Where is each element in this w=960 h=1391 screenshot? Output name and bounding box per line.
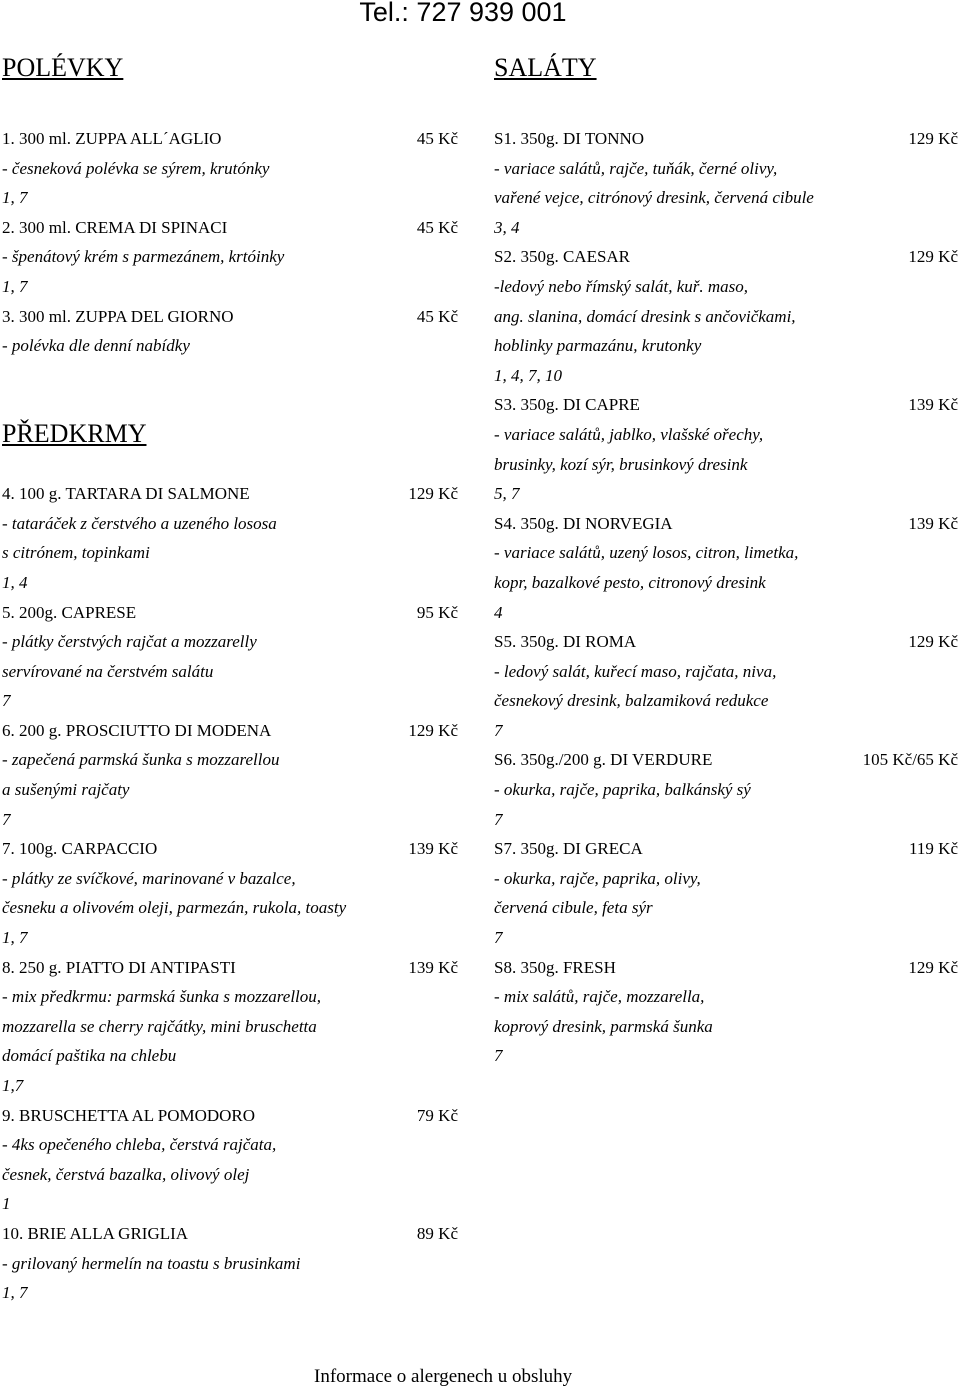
menu-item-allergens: 1, 4, 7, 10: [494, 365, 562, 385]
menu-item-name: S5. 350g. DI ROMA: [494, 632, 637, 652]
menu-item-name: S7. 350g. DI GRECA: [494, 839, 643, 859]
menu-item-allergens: 1, 7: [2, 1283, 28, 1303]
menu-item-price: 45 Kč: [416, 129, 458, 148]
salads-heading: SALÁTY: [494, 53, 597, 82]
menu-item-title: [494, 242, 958, 272]
menu-item-description: mozzarella se cherry rajčátky, mini bruschetta: [2, 1016, 317, 1036]
salad-item: [494, 953, 958, 1071]
salad-item: [494, 390, 958, 508]
soups-heading: POLÉVKY: [2, 53, 124, 82]
soup-item: [2, 213, 458, 302]
menu-item-allergens: 5, 7: [494, 484, 520, 504]
menu-item-name: S8. 350g. FRESH: [494, 957, 616, 977]
salad-item: [494, 834, 958, 952]
menu-item-allergens: 1,7: [2, 1076, 24, 1096]
menu-item-price: 129 Kč: [908, 247, 958, 267]
menu-item-name: S4. 350g. DI NORVEGIA: [494, 513, 673, 533]
salad-item: [494, 509, 958, 627]
menu-item-title: [494, 390, 958, 420]
starter-item: [2, 1101, 458, 1219]
menu-item-allergens: 7: [494, 720, 503, 740]
menu-item-description: domácí paštika na chlebu: [2, 1046, 177, 1066]
menu-item-description: - ledový salát, kuřecí maso, rajčata, niva,: [494, 661, 777, 681]
menu-item-name: S3. 350g. DI CAPRE: [494, 395, 640, 415]
menu-item-price: 129 Kč: [408, 484, 458, 504]
menu-item-allergens: 7: [2, 691, 11, 711]
soup-item: [2, 124, 458, 213]
menu-item-description: - špenátový krém s parmezánem, krtóinky: [2, 247, 285, 267]
salad-item: [494, 627, 958, 745]
starter-item: [2, 479, 458, 597]
menu-item-title: [2, 716, 458, 746]
menu-item-allergens: [2, 361, 458, 391]
menu-item-allergens: 1: [2, 1194, 11, 1214]
menu-item-description: - mix předkrmu: parmská šunka s mozzarellou,: [2, 987, 322, 1007]
menu-item-title: [2, 479, 458, 509]
menu-item-title: [2, 834, 458, 864]
menu-item-price: 129 Kč: [908, 129, 958, 148]
menu-item-description: - 4ks opečeného chleba, čerstvá rajčata,: [2, 1135, 277, 1155]
menu-item-allergens: 3, 4: [494, 217, 520, 237]
soups-list: [2, 124, 458, 390]
menu-item-title: [2, 124, 458, 154]
menu-item-price: 119 Kč: [909, 839, 958, 859]
menu-item-description: - zapečená parmská šunka s mozzarellou: [2, 750, 280, 770]
right-column: [494, 124, 958, 1071]
menu-item-name: S6. 350g./200 g. DI VERDURE: [494, 750, 713, 770]
menu-item-description: - polévka dle denní nabídky: [2, 336, 190, 356]
menu-item-price: 139 Kč: [908, 395, 958, 415]
menu-item-name: 3. 300 ml. ZUPPA DEL GIORNO: [2, 306, 234, 326]
menu-item-description: česnekový dresink, balzamiková redukce: [494, 691, 769, 711]
menu-item-description: - grilovaný hermelín na toastu s brusinkami: [2, 1253, 301, 1273]
menu-item-description: - tataráček z čerstvého a uzeného lososa: [2, 513, 277, 533]
menu-item-allergens: 1, 4: [2, 572, 28, 592]
menu-item-title: [494, 627, 958, 657]
menu-item-title: [494, 509, 958, 539]
menu-item-price: 79 Kč: [416, 1105, 458, 1125]
menu-item-title: [2, 953, 458, 983]
phone-number: Tel.: 727 939 001: [359, 0, 567, 27]
menu-item-description: a sušenými rajčaty: [2, 780, 130, 800]
starters-section-head: [2, 390, 458, 479]
menu-item-price: 129 Kč: [908, 632, 958, 652]
menu-item-price: 105 Kč/65 Kč: [862, 750, 958, 770]
menu-item-description: - okurka, rajče, paprika, balkánský sý: [494, 780, 751, 800]
menu-item-name: 6. 200 g. PROSCIUTTO DI MODENA: [2, 720, 272, 740]
menu-item-price: 139 Kč: [408, 957, 458, 977]
menu-item-name: S2. 350g. CAESAR: [494, 247, 631, 267]
menu-item-description: - česneková polévka se sýrem, krutónky: [2, 158, 270, 178]
menu-item-description: kopr, bazalkové pesto, citronový dresink: [494, 572, 766, 592]
menu-item-price: 139 Kč: [908, 513, 958, 533]
menu-item-title: [2, 598, 458, 628]
menu-item-name: 4. 100 g. TARTARA DI SALMONE: [2, 484, 250, 504]
salad-item: [494, 124, 958, 242]
menu-item-price: 45 Kč: [416, 217, 458, 237]
menu-item-description: česneku a olivovém oleji, parmezán, rukola, toasty: [2, 898, 347, 918]
menu-item-description: -ledový nebo římský salát, kuř. maso,: [494, 276, 749, 296]
menu-item-allergens: 7: [494, 928, 503, 948]
menu-item-description: hoblinky parmazánu, krutonky: [494, 336, 702, 356]
menu-item-name: 10. BRIE ALLA GRIGLIA: [2, 1223, 189, 1243]
menu-item-title: [2, 1219, 458, 1249]
menu-item-description: - variace salátů, jablko, vlašské ořechy,: [494, 424, 764, 444]
menu-item-allergens: 1, 7: [2, 188, 28, 208]
menu-item-name: S1. 350g. DI TONNO: [494, 129, 645, 148]
starter-item: [2, 716, 458, 834]
menu-item-name: 1. 300 ml. ZUPPA ALL´AGLIO: [2, 129, 222, 148]
starter-item: [2, 834, 458, 952]
menu-item-allergens: 4: [494, 602, 503, 622]
menu-item-description: ang. slanina, domácí dresink s ančovičkami,: [494, 306, 796, 326]
left-column: [2, 124, 458, 1308]
menu-item-title: [2, 302, 458, 332]
menu-item-title: [2, 213, 458, 243]
menu-item-name: 2. 300 ml. CREMA DI SPINACI: [2, 217, 228, 237]
starter-item: [2, 598, 458, 716]
menu-item-price: 89 Kč: [416, 1223, 458, 1243]
menu-item-name: 7. 100g. CARPACCIO: [2, 839, 158, 859]
starters-heading: PŘEDKRMY: [2, 419, 147, 449]
menu-item-price: 139 Kč: [408, 839, 458, 859]
starter-item: [2, 953, 458, 1101]
menu-item-description: - okurka, rajče, paprika, olivy,: [494, 868, 701, 888]
menu-item-allergens: 1, 7: [2, 928, 28, 948]
menu-item-price: 129 Kč: [908, 957, 958, 977]
menu-item-title: [2, 1101, 458, 1131]
salad-item: [494, 242, 958, 390]
menu-item-title: [494, 834, 958, 864]
salad-item: [494, 745, 958, 834]
menu-item-price: 129 Kč: [408, 720, 458, 740]
menu-item-name: 8. 250 g. PIATTO DI ANTIPASTI: [2, 957, 236, 977]
menu-item-title: [494, 745, 958, 775]
menu-item-title: [494, 124, 958, 154]
menu-item-description: - variace salátů, uzený losos, citron, limetka,: [494, 543, 799, 563]
starters-list: [2, 479, 458, 1308]
menu-item-allergens: 7: [494, 809, 503, 829]
allergen-info: Informace o alergenech u obsluhy: [314, 1366, 573, 1387]
menu-item-description: - plátky čerstvých rajčat a mozzarelly: [2, 632, 257, 652]
menu-item-description: česnek, čerstvá bazalka, olivový olej: [2, 1164, 250, 1184]
menu-item-price: 45 Kč: [416, 306, 458, 326]
menu-item-description: brusinky, kozí sýr, brusinkový dresink: [494, 454, 748, 474]
menu-item-description: servírované na čerstvém salátu: [2, 661, 214, 681]
soup-item: [2, 302, 458, 391]
menu-item-name: 9. BRUSCHETTA AL POMODORO: [2, 1105, 256, 1125]
menu-item-description: - mix salátů, rajče, mozzarella,: [494, 987, 705, 1007]
menu-item-price: 95 Kč: [416, 602, 458, 622]
menu-item-description: s citrónem, topinkami: [2, 543, 150, 563]
menu-item-description: - plátky ze svíčkové, marinované v bazalce,: [2, 868, 296, 888]
menu-item-allergens: 1, 7: [2, 276, 28, 296]
salads-list: [494, 124, 958, 1071]
menu-item-allergens: 7: [494, 1046, 503, 1066]
menu-item-name: 5. 200g. CAPRESE: [2, 602, 137, 622]
menu-item-title: [494, 953, 958, 983]
starter-item: [2, 1219, 458, 1308]
menu-item-description: koprový dresink, parmská šunka: [494, 1016, 713, 1036]
menu-item-description: vařené vejce, citrónový dresink, červená cibule: [494, 188, 814, 208]
menu-item-description: červená cibule, feta sýr: [494, 898, 653, 918]
menu-item-description: - variace salátů, rajče, tuňák, černé olivy,: [494, 158, 778, 178]
menu-item-allergens: 7: [2, 809, 11, 829]
